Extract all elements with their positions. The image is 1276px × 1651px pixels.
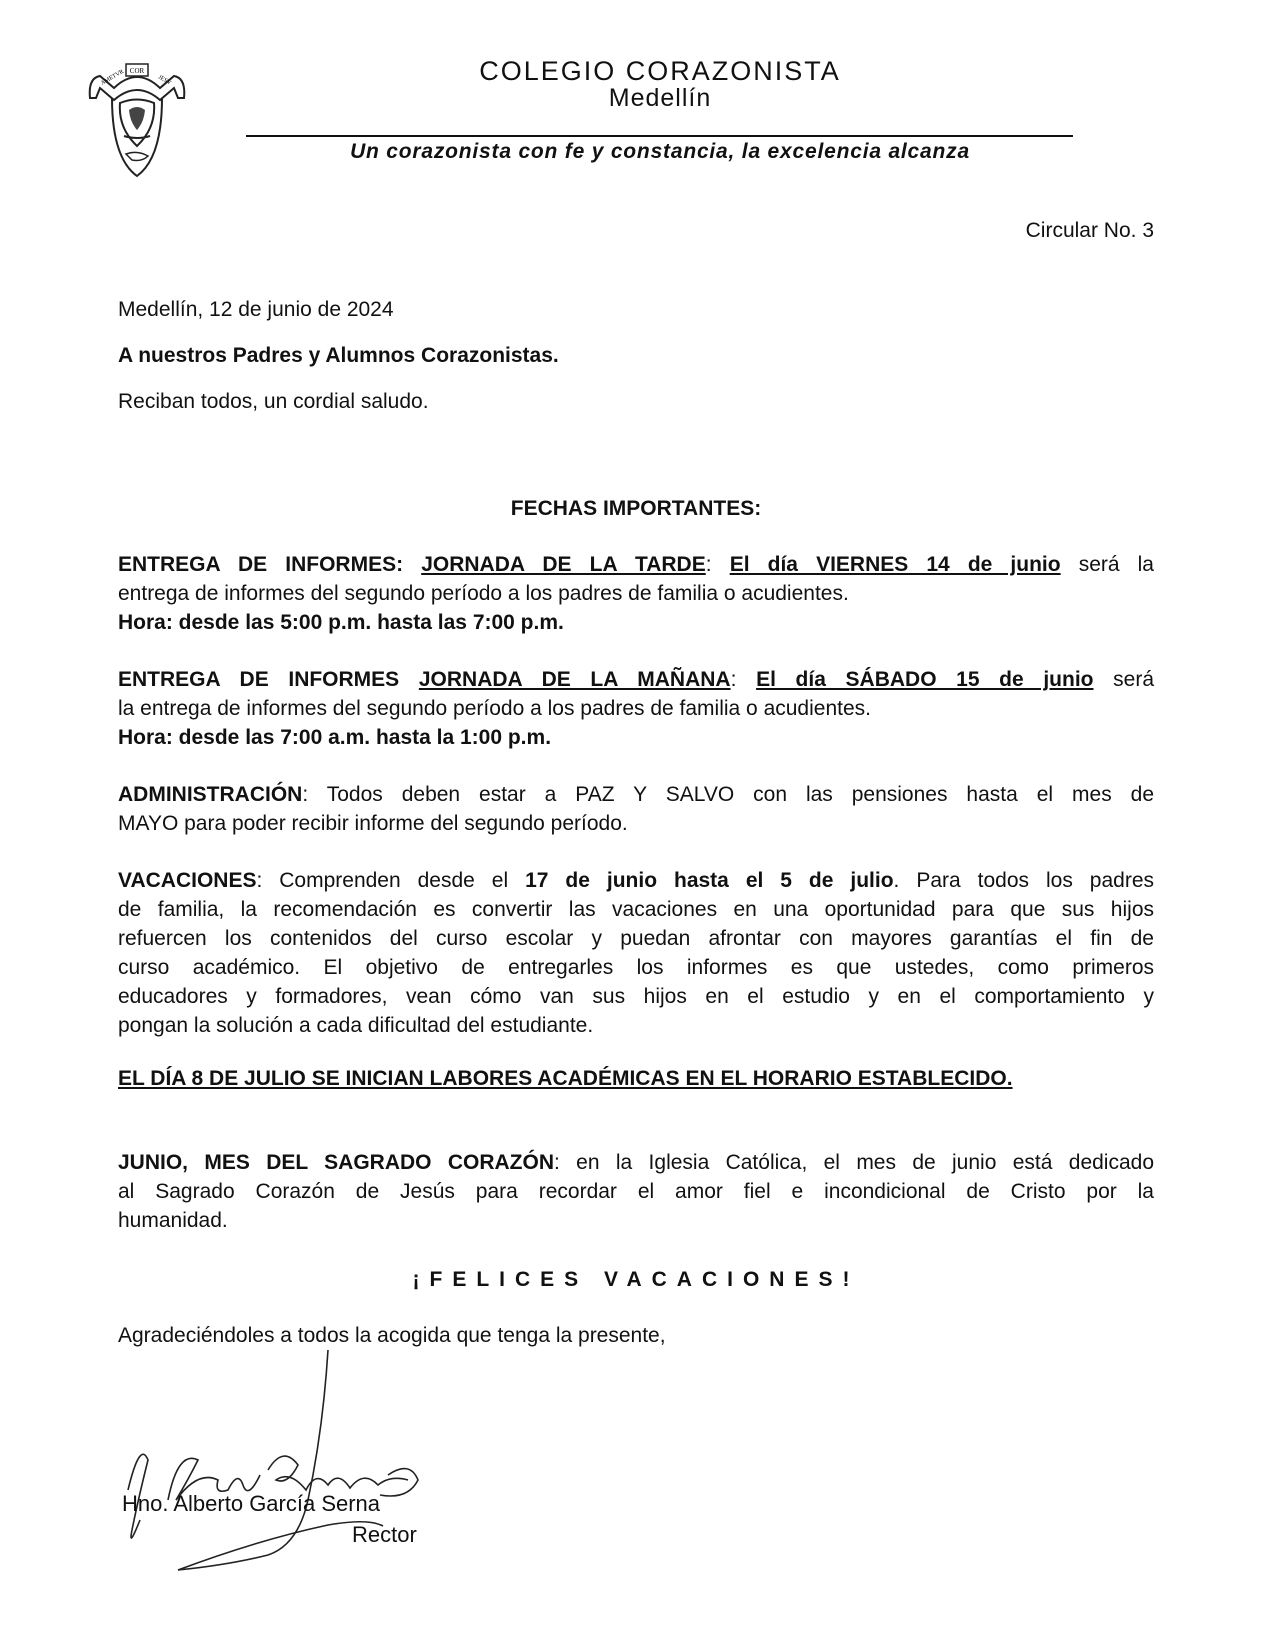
logo-text-right: JESV (157, 74, 172, 87)
return-to-classes-notice: EL DÍA 8 DE JULIO SE INICIAN LABORES ACADÉMICAS EN EL HORARIO ESTABLECIDO. (118, 1067, 1013, 1090)
vac-last-line: pongan la solución a cada dificultad del estudiante. (118, 1014, 594, 1037)
junio-line2: al Sagrado Corazón de Jesús para recordar el amor fiel e incondicional de Cristo por la (118, 1180, 1154, 1203)
school-name: COLEGIO CORAZONISTA (479, 56, 841, 86)
school-city: Medellín (608, 84, 712, 112)
p1-day: El día VIERNES 14 de junio (729, 553, 1061, 576)
vac-line: refuercen los contenidos del curso escolar y puedan afrontar con mayores garantías el fin de (118, 927, 1154, 950)
p2-rest: será (1093, 668, 1154, 691)
vac-post: . Para todos los padres (893, 869, 1154, 892)
paragraph-vacations (118, 866, 1154, 1040)
p1-hora: Hora: desde las 5:00 p.m. hasta las 7:00 p.m. (118, 611, 564, 634)
p2-colon: : (730, 668, 737, 691)
school-crest-logo (84, 58, 190, 180)
paragraph-afternoon-reports (118, 550, 1154, 637)
admin-label: ADMINISTRACIÓN (118, 783, 303, 806)
admin-line2: MAYO para poder recibir informe del segundo período. (118, 812, 628, 835)
vac-dates: 17 de junio hasta el 5 de julio (525, 869, 894, 892)
letter-greeting: Reciban todos, un cordial saludo. (118, 390, 429, 413)
paragraph-morning-reports (118, 665, 1154, 752)
vac-label: VACACIONES (118, 869, 257, 892)
p1-label: ENTREGA DE INFORMES: (118, 553, 404, 576)
school-motto: Un corazonista con fe y constancia, la excelencia alcanza (350, 140, 970, 163)
vac-line: curso académico. El objetivo de entregarles los informes es que ustedes, como primeros (118, 956, 1154, 979)
p1-colon: : (705, 553, 712, 576)
circular-number: Circular No. 3 (1025, 219, 1154, 242)
junio-line1: : en la Iglesia Católica, el mes de junio está dedicado (554, 1151, 1154, 1174)
signer-name: Hno. Alberto García Serna (122, 1491, 381, 1516)
p2-day: El día SÁBADO 15 de junio (756, 668, 1094, 691)
p1-line2: entrega de informes del segundo período a los padres de familia o acudientes. (118, 582, 849, 605)
letter-date: Medellín, 12 de junio de 2024 (118, 298, 394, 321)
logo-text-left: AMETVR (100, 68, 125, 87)
admin-line1: : Todos deben estar a PAZ Y SALVO con las pensiones hasta el mes de (302, 783, 1154, 806)
letter-closing: Agradeciéndoles a todos la acogida que tenga la presente, (118, 1324, 666, 1347)
p2-hora: Hora: desde las 7:00 a.m. hasta la 1:00 p.m. (118, 726, 552, 749)
section-heading: FECHAS IMPORTANTES: (510, 497, 762, 520)
junio-line3: humanidad. (118, 1209, 228, 1232)
happy-vacations-banner: ¡FELICES VACACIONES! (412, 1268, 860, 1291)
signer-role: Rector (352, 1522, 417, 1547)
vac-line: educadores y formadores, vean cómo van sus hijos en el estudio y en el comportamiento y (118, 985, 1154, 1008)
paragraph-sacred-heart (118, 1148, 1154, 1235)
vac-line: de familia, la recomendación es convertir las vacaciones en una oportunidad para que sus hijos (118, 898, 1154, 921)
letter-recipients: A nuestros Padres y Alumnos Corazonistas. (118, 344, 559, 367)
junio-label: JUNIO, MES DEL SAGRADO CORAZÓN (118, 1151, 554, 1174)
p2-line2: la entrega de informes del segundo período a los padres de familia o acudientes. (118, 697, 871, 720)
header-divider (246, 135, 1073, 137)
logo-text-mid: COR (129, 67, 145, 75)
p1-jornada: JORNADA DE LA TARDE (421, 553, 706, 576)
paragraph-administration (118, 780, 1154, 838)
p2-jornada: JORNADA DE LA MAÑANA (418, 668, 731, 691)
p2-label: ENTREGA DE INFORMES (118, 668, 400, 691)
p1-rest: será la (1060, 553, 1154, 576)
vac-pre: : Comprenden desde el (256, 869, 526, 892)
